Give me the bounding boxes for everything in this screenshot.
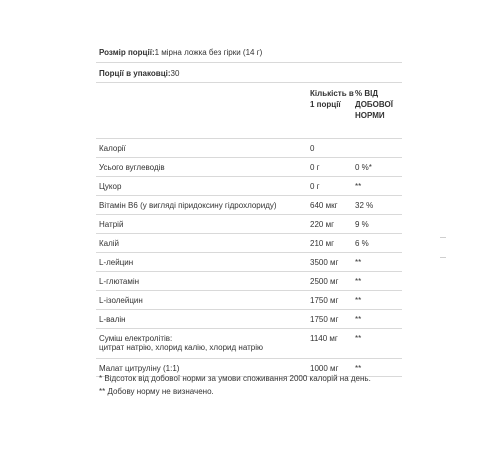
- nutrient-daily-value: **: [355, 315, 362, 324]
- table-row: [96, 214, 402, 233]
- serving-size-row: [96, 42, 402, 62]
- nutrient-amount: 220 мг: [310, 220, 334, 229]
- blend-components: цитрат натрію, хлорид калію, хлорид натрію: [99, 343, 263, 352]
- serving-size-label: Розмір порції:: [99, 48, 155, 57]
- serving-size-value: 1 мірна ложка без гірки (14 г): [154, 48, 263, 57]
- nutrient-amount: 1750 мг: [310, 296, 339, 305]
- nutrient-name: L-лейцин: [99, 258, 134, 267]
- table-row: [96, 309, 402, 328]
- nutrient-name: Натрій: [99, 220, 124, 229]
- footnotes: [99, 372, 419, 398]
- supplement-facts-table: [96, 42, 402, 377]
- nutrient-daily-value: **: [355, 182, 362, 191]
- nutrient-amount: 3500 мг: [310, 258, 339, 267]
- nutrient-name: Усього вуглеводів: [99, 163, 165, 172]
- header-daily-value: % ВІД ДОБОВОЇ НОРМИ: [355, 89, 393, 120]
- nutrient-amount: 1140 мг: [310, 334, 338, 343]
- servings-per-container-row: [96, 62, 402, 82]
- nutrient-daily-value: 32 %: [355, 201, 374, 210]
- table-row: [96, 328, 402, 358]
- nutrient-name: Вітамін B6 (у вигляді піридоксину гідрохлориду): [99, 201, 277, 210]
- nutrient-amount: 640 мкг: [310, 201, 338, 210]
- nutrient-daily-value: 9 %: [355, 220, 369, 229]
- nutrient-amount: 1750 мг: [310, 315, 339, 324]
- divider-mark: [440, 237, 446, 238]
- nutrient-daily-value: **: [355, 334, 362, 343]
- blend-title: Суміш електролітів:: [99, 334, 173, 343]
- nutrient-amount: 1000 мг: [310, 364, 339, 373]
- header-amount: Кількість в 1 порції: [310, 89, 354, 109]
- table-row: [96, 176, 402, 195]
- table-row: [96, 195, 402, 214]
- nutrient-daily-value: **: [355, 364, 362, 373]
- nutrient-amount: 0: [310, 144, 315, 153]
- nutrient-name: Калій: [99, 239, 120, 248]
- nutrient-daily-value: **: [355, 258, 362, 267]
- servings-per-container-value: 30: [170, 69, 180, 78]
- footnote-not-established: ** Добову норму не визначено.: [99, 387, 214, 396]
- servings-per-container-label: Порції в упаковці:: [99, 69, 171, 78]
- footnote-daily-value: * Відсоток від добової норми за умови споживання 2000 калорій на день.: [99, 374, 371, 383]
- table-row: [96, 271, 402, 290]
- nutrient-name: L-ізолейцин: [99, 296, 143, 305]
- nutrient-daily-value: **: [355, 296, 362, 305]
- nutrient-amount: 0 г: [310, 182, 320, 191]
- table-header-row: [96, 82, 402, 138]
- nutrient-amount: 210 мг: [310, 239, 334, 248]
- nutrient-name: [96, 334, 310, 352]
- nutrient-name: Цукор: [99, 182, 122, 191]
- nutrient-daily-value: 0 %*: [355, 163, 372, 172]
- nutrient-name: Малат цитруліну (1:1): [99, 364, 180, 373]
- nutrient-amount: 2500 мг: [310, 277, 339, 286]
- table-row: [96, 138, 402, 157]
- table-row: [96, 233, 402, 252]
- divider-mark: [440, 257, 446, 258]
- table-row: [96, 252, 402, 271]
- nutrient-name: L-глютамін: [99, 277, 140, 286]
- nutrient-name: L-валін: [99, 315, 126, 324]
- table-row: [96, 157, 402, 176]
- nutrient-daily-value: 6 %: [355, 239, 369, 248]
- nutrient-name: Калорії: [99, 144, 126, 153]
- table-row: [96, 290, 402, 309]
- nutrient-amount: 0 г: [310, 163, 320, 172]
- nutrient-daily-value: **: [355, 277, 362, 286]
